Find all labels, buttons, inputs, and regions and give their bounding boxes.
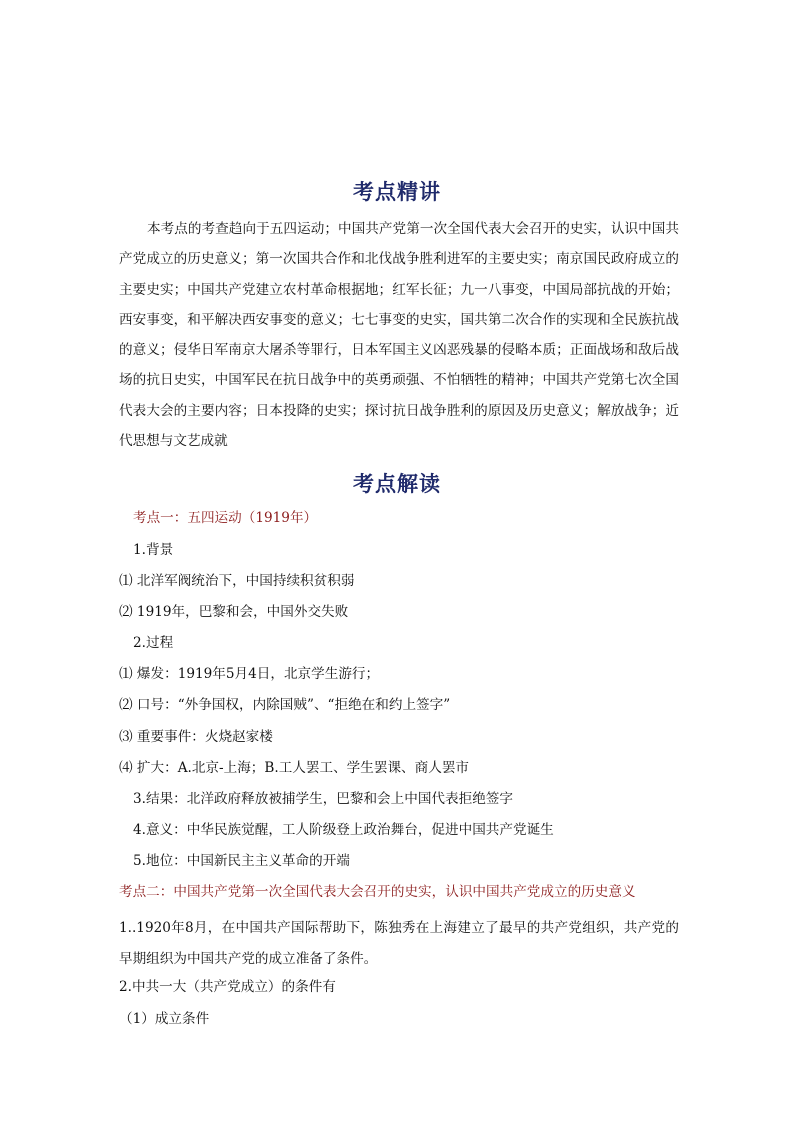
point1-process-item-1: ⑴ 爆发：1919年5月4日，北京学生游行； — [119, 666, 380, 682]
point1-background-item-1: ⑴ 北洋军阀统治下，中国持续积贫积弱 — [119, 573, 355, 589]
point1-heading: 考点一：五四运动（1919年） — [133, 510, 318, 526]
point1-process-item-2: ⑵ 口号：“外争国权，内除国贼”、“拒绝在和约上签字” — [119, 697, 451, 713]
point1-process-label: 2.过程 — [133, 635, 174, 651]
point2-paragraph-1: 1..1920年8月，在中国共产国际帮助下，陈独秀在上海建立了最早的共产党组织，共产党的早期组织为中国共产党的成立准备了条件。 — [119, 920, 679, 967]
point1-background-item-2: ⑵ 1919年，巴黎和会，中国外交失败 — [119, 604, 349, 620]
point1-status: 5.地位：中国新民主主义革命的开端 — [133, 853, 350, 869]
intro-paragraph: 本考点的考查趋向于五四运动；中国共产党第一次全国代表大会召开的史实，认识中国共产党成立的历史意义；第一次国共合作和北伐战争胜利进军的主要史实；南京国民政府成立的主要史实；中国共产党建立农村革命根据地；红军长征；九一八事变，中国局部抗战的开始；西安事变，和平解决西安事变的意义；七七事变的史实，国共第二次合作的实现和全民族抗战的意义；侵华日军南京大屠杀等罪行，日本军国主义凶恶残暴的侵略本质；正面战场和敌后战场的抗日史实，中国军民在抗日战争中的英勇顽强、不怕牺牲的精神；中国共产党第七次全国代表大会的主要内容；日本投降的史实；探讨抗日战争胜利的原因及历史意义；解放战争；近代思想与文艺成就 — [119, 221, 679, 450]
point2-item-2: 2.中共一大（共产党成立）的条件有 — [119, 979, 336, 995]
point1-process-item-3: ⑶ 重要事件：火烧赵家楼 — [119, 729, 273, 745]
point2-heading: 考点二：中国共产党第一次全国代表大会召开的史实，认识中国共产党成立的历史意义 — [119, 884, 636, 900]
point1-background-label: 1.背景 — [133, 542, 174, 558]
point1-process-item-4: ⑷ 扩大：A.北京-上海；B.工人罢工、学生罢课、商人罢市 — [119, 760, 470, 776]
point1-meaning: 4.意义：中华民族觉醒，工人阶级登上政治舞台，促进中国共产党诞生 — [133, 822, 554, 838]
point2-item-2-1: （1）成立条件 — [119, 1011, 210, 1027]
section-title-kaodian-jingjiang: 考点精讲 — [353, 179, 441, 204]
point1-result: 3.结果：北洋政府释放被捕学生，巴黎和会上中国代表拒绝签字 — [133, 791, 513, 807]
section-title-kaodian-jiedu: 考点解读 — [353, 471, 441, 496]
